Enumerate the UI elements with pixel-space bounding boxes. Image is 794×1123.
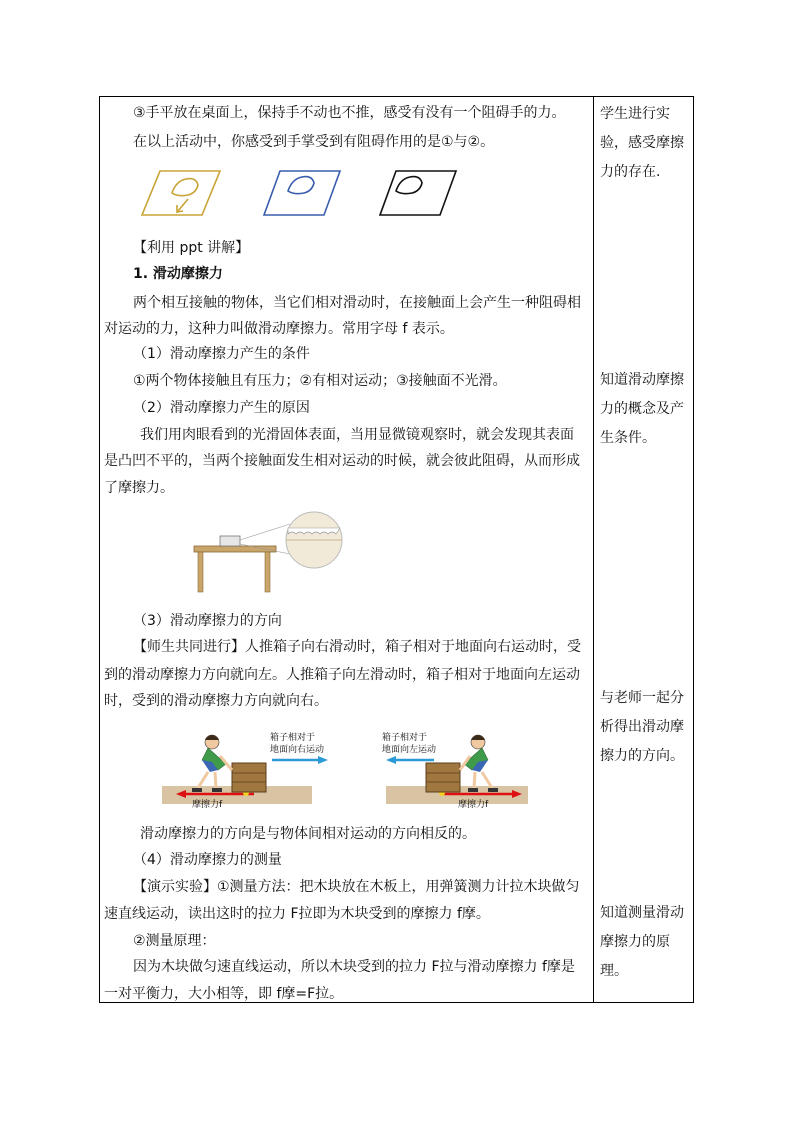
direction-line-2: 到的滑动摩擦力方向就向左。人推箱子向左滑动时，箱子相对于地面向左运动	[104, 667, 580, 683]
cause-line-2: 是凸凹不平的，当两个接触面发生相对运动的时候，就会彼此阻碍，从而形成	[104, 453, 580, 469]
left-motion-label-1: 箱子相对于	[382, 733, 428, 743]
side-note-concept: 知道滑动摩擦 力的概念及产 生条件。	[600, 372, 684, 446]
friction-label-right: 摩擦力f	[458, 800, 489, 810]
definition-line-1: 两个相互接触的物体，当它们相对滑动时，在接触面上会产生一种阻碍相	[133, 295, 581, 311]
hand-on-desk-black	[380, 171, 456, 215]
principle-title: ②测量原理：	[133, 933, 216, 949]
column-divider	[593, 96, 594, 1003]
direction-line-1: 【师生共同进行】人推箱子向右滑动时，箱子相对于地面向右运动时，受	[133, 639, 581, 655]
side-note-direction: 与老师一起分 析得出滑动摩 擦力的方向。	[600, 690, 684, 764]
hand-illustrations	[140, 163, 460, 223]
side-note-experiment: 学生进行实 验，感受摩擦 力的存在.	[600, 106, 684, 180]
principle-line-1: 因为木块做匀速直线运动，所以木块受到的拉力 F拉与滑动摩擦力 f摩是	[133, 959, 575, 975]
push-right-scene	[162, 731, 328, 810]
right-motion-label-2: 地面向右运动	[270, 745, 325, 755]
activity-3-text: ③手平放在桌面上，保持手不动也不推，感受有没有一个阻碍手的力。	[133, 105, 566, 121]
definition-line-2: 对运动的力，这种力叫做滑动摩擦力。常用字母 f 表示。	[104, 321, 454, 337]
left-motion-label-2: 地面向左运动	[382, 745, 437, 755]
cause-title: （2）滑动摩擦力产生的原因	[133, 400, 310, 416]
direction-conclusion: 滑动摩擦力的方向是与物体间相对运动的方向相反的。	[140, 826, 476, 842]
conditions-text: ①两个物体接触且有压力；②有相对运动；③接触面不光滑。	[133, 373, 507, 389]
principle-line-2: 一对平衡力，大小相等，即 f摩=F拉。	[104, 986, 344, 1002]
direction-line-3: 时，受到的滑动摩擦力方向就向右。	[104, 693, 328, 709]
ppt-header: 【利用 ppt 讲解】	[133, 240, 250, 256]
table-microscope-illustration	[190, 510, 350, 594]
measurement-title: （4）滑动摩擦力的测量	[133, 852, 282, 868]
section-title-sliding-friction: 1. 滑动摩擦力	[133, 266, 223, 282]
demo-line-1: 【演示实验】①测量方法：把木块放在木板上，用弹簧测力计拉木块做匀	[133, 879, 580, 895]
friction-label-left: 摩擦力f	[192, 800, 223, 810]
push-left-scene	[382, 731, 528, 810]
side-note-measurement: 知道测量滑动 摩擦力的原 理。	[600, 905, 684, 979]
direction-title: （3）滑动摩擦力的方向	[133, 613, 282, 629]
push-box-illustrations	[160, 726, 530, 812]
hand-on-desk-blue	[264, 171, 340, 215]
activity-summary: 在以上活动中，你感受到手掌受到有阻碍作用的是①与②。	[133, 134, 495, 150]
hand-on-desk-gold	[142, 171, 220, 215]
demo-line-2: 速直线运动，读出这时的拉力 F拉即为木块受到的摩擦力 f摩。	[104, 906, 490, 922]
right-motion-label-1: 箱子相对于	[270, 733, 316, 743]
conditions-title: （1）滑动摩擦力产生的条件	[133, 346, 310, 362]
cause-line-1: 我们用肉眼看到的光滑固体表面，当用显微镜观察时，就会发现其表面	[140, 427, 574, 443]
cause-line-3: 了摩擦力。	[104, 480, 174, 496]
